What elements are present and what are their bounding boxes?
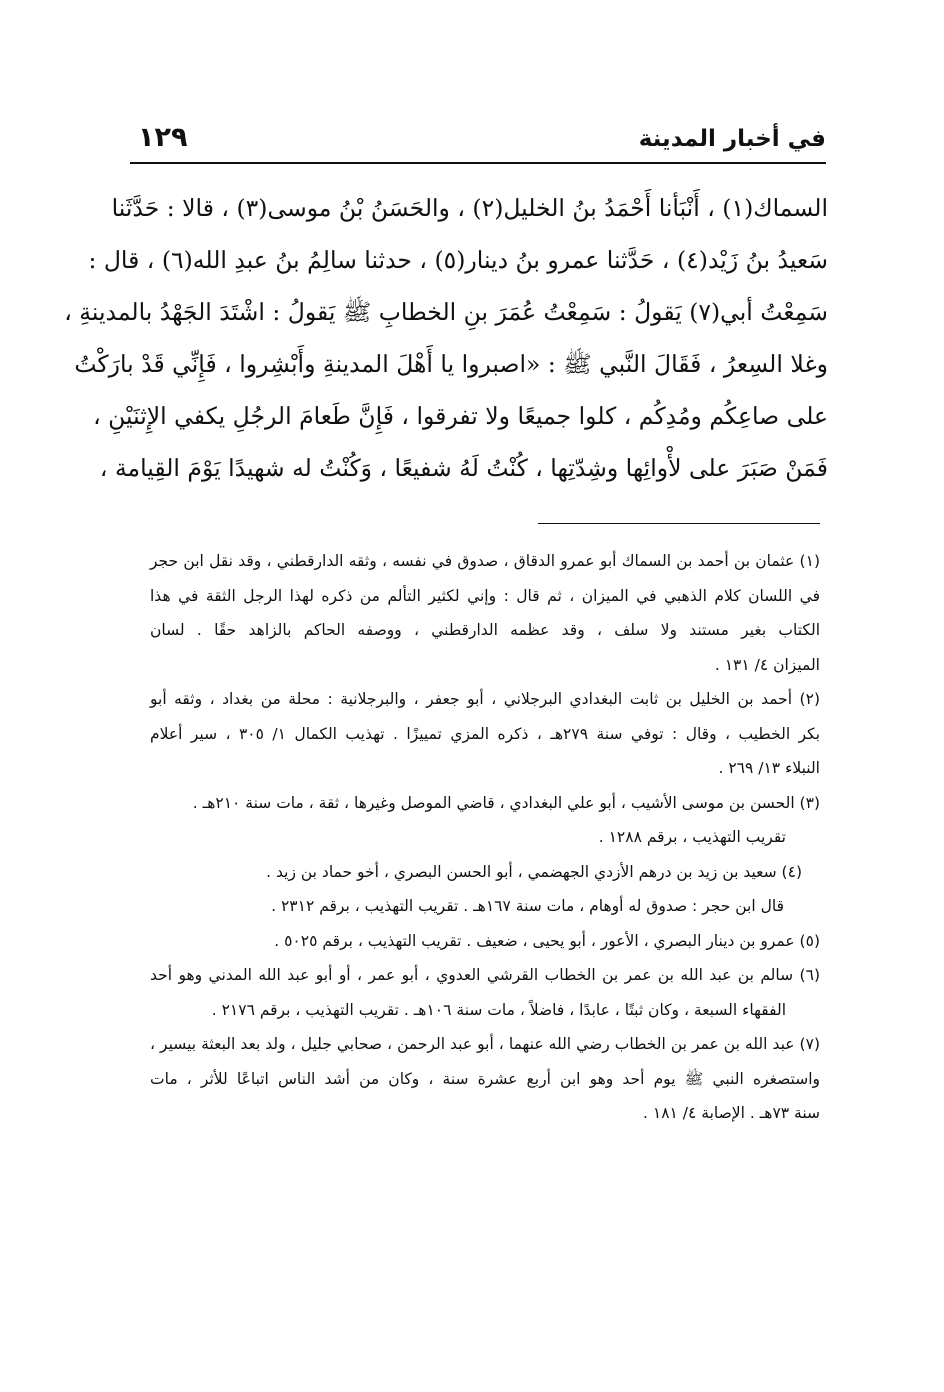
footnote-line: الميزان ٤/ ١٣١ . xyxy=(714,655,820,674)
main-text-line: السماك(١) ، أَنْبَأنا أَحْمَدُ بنُ الخليل(٢) ، والحَسَنُ بْنُ موسى(٣) ، قالا : حَدَّثَنا xyxy=(111,194,828,222)
footnote-1 xyxy=(150,544,820,682)
main-text-line: سَمِعْتُ أبي(٧) يَقولُ : سَمِعْتُ عُمَرَ بنِ الخطابِ ﷺ يَقولُ : اشْتَدَ الجَهْدُ بالمدينةِ ، xyxy=(64,298,828,326)
footnote-line: النبلاء ١٣/ ٢٦٩ . xyxy=(718,759,820,777)
footnote-line: (٢) أحمد بن الخليل بن ثابت البغدادي البرجلاني ، أبو جعفر ، والبرجلانية : محلة من بغداد ، وثقه أبو xyxy=(150,690,820,708)
main-text-line: فَمَنْ صَبَرَ على لأْوائِها وشِدّتِها ، كُنْتُ لَهُ شفيعًا ، وَكُنْتُ له شهيدًا يَوْمَ القِيامة ، xyxy=(99,454,828,482)
footnote-divider xyxy=(538,523,820,524)
main-text-line: وغلا السِعرُ ، فَقَالَ النَّبي ﷺ : «اصبروا يا أَهْلَ المدينةِ وأَبْشِروا ، فَإِنِّي قَدْ بارَكْتُ xyxy=(74,350,828,378)
footnote-line: في اللسان كلام الذهبي في الميزان ، ثم قال : وإني لكثير التألم من ذكره لهذا الرجل الثقة في هذا xyxy=(150,586,820,605)
footnote-line: قال ابن حجر : صدوق له أوهام ، مات سنة ١٦٧هـ . تقريب التهذيب ، برقم ٢٣١٢ . xyxy=(271,897,784,915)
running-title: في أخبار المدينة xyxy=(638,126,826,152)
footnote-line: واستصغره النبي ﷺ يوم أحد وهو ابن أربع عشرة سنة ، وكان من أشد الناس اتباعًا للأثر ، مات xyxy=(150,1069,820,1088)
footnote-line: (٣) الحسن بن موسى الأشيب ، أبو علي البغدادي ، قاضي الموصل وغيرها ، ثقة ، مات سنة ٢١٠هـ . xyxy=(192,793,820,812)
footnote-line: (٤) سعيد بن زيد بن درهم الأزدي الجهضمي ، أبو الحسن البصري ، أخو حماد بن زيد . xyxy=(266,862,802,881)
footnote-5 xyxy=(150,924,820,959)
footnote-line: (١) عثمان بن أحمد بن السماك أبو عمرو الدقاق ، صدوق في نفسه ، وثقه الدارقطني ، وقد نقل ابن حجر xyxy=(150,552,820,570)
page-header xyxy=(130,118,826,164)
footnote-7 xyxy=(150,1027,820,1131)
footnote-3 xyxy=(150,786,820,855)
footnote-line: تقريب التهذيب ، برقم ١٢٨٨ . xyxy=(598,828,786,846)
footnote-4 xyxy=(150,855,820,924)
footnote-line: بكر الخطيب ، وقال : توفي سنة ٢٧٩هـ ، ذكره المزي تمييزًا . تهذيب الكمال ١/ ٣٠٥ ، سير أعلام xyxy=(150,724,821,743)
footnote-line: (٥) عمرو بن دينار البصري ، الأعور ، أبو يحيى ، ضعيف . تقريب التهذيب ، برقم ٥٠٢٥ . xyxy=(274,931,820,950)
main-text-block xyxy=(64,182,828,494)
main-text-line: على صاعِكُم ومُدِكُم ، كلوا جميعًا ولا تفرقوا ، فَإِنَّ طَعامَ الرجُلِ يكفي الإِثنَيْنِ ، xyxy=(93,402,828,430)
main-text-line: سَعيدُ بنُ زَيْد(٤) ، حَدَّثنا عمرو بنُ دينار(٥) ، حدثنا سالِمُ بنُ عبدِ الله(٦) ، قال : xyxy=(88,246,828,274)
footnote-6 xyxy=(150,958,820,1027)
header-divider xyxy=(130,162,826,164)
footnote-line: الكتاب بغير مستند ولا سلف ، وقد عظمه الدارقطني ، ووصفه الحاكم بالزاهد حقًا . لسان xyxy=(150,621,820,639)
footnote-line: (٧) عبد الله بن عمر بن الخطاب رضي الله عنهما ، أبو عبد الرحمن ، صحابي جليل ، ولد بعد البعثة بيسير ، xyxy=(150,1035,820,1053)
footnote-line: سنة ٧٣هـ . الإصابة ٤/ ١٨١ . xyxy=(643,1104,820,1122)
footnotes-section xyxy=(150,544,820,1131)
page-number: ١٢٩ xyxy=(138,122,188,153)
footnote-2 xyxy=(150,682,820,786)
footnote-line: الفقهاء السبعة ، وكان ثبتًا ، عابدًا ، فاضلاً ، مات سنة ١٠٦هـ . تقريب التهذيب ، برقم ٢١٧٦ . xyxy=(211,1000,786,1019)
footnote-line: (٦) سالم بن عبد الله بن عمر بن الخطاب القرشي العدوي ، أبو عمر ، أو أبو عبد الله المدني وهو أحد xyxy=(150,966,820,984)
